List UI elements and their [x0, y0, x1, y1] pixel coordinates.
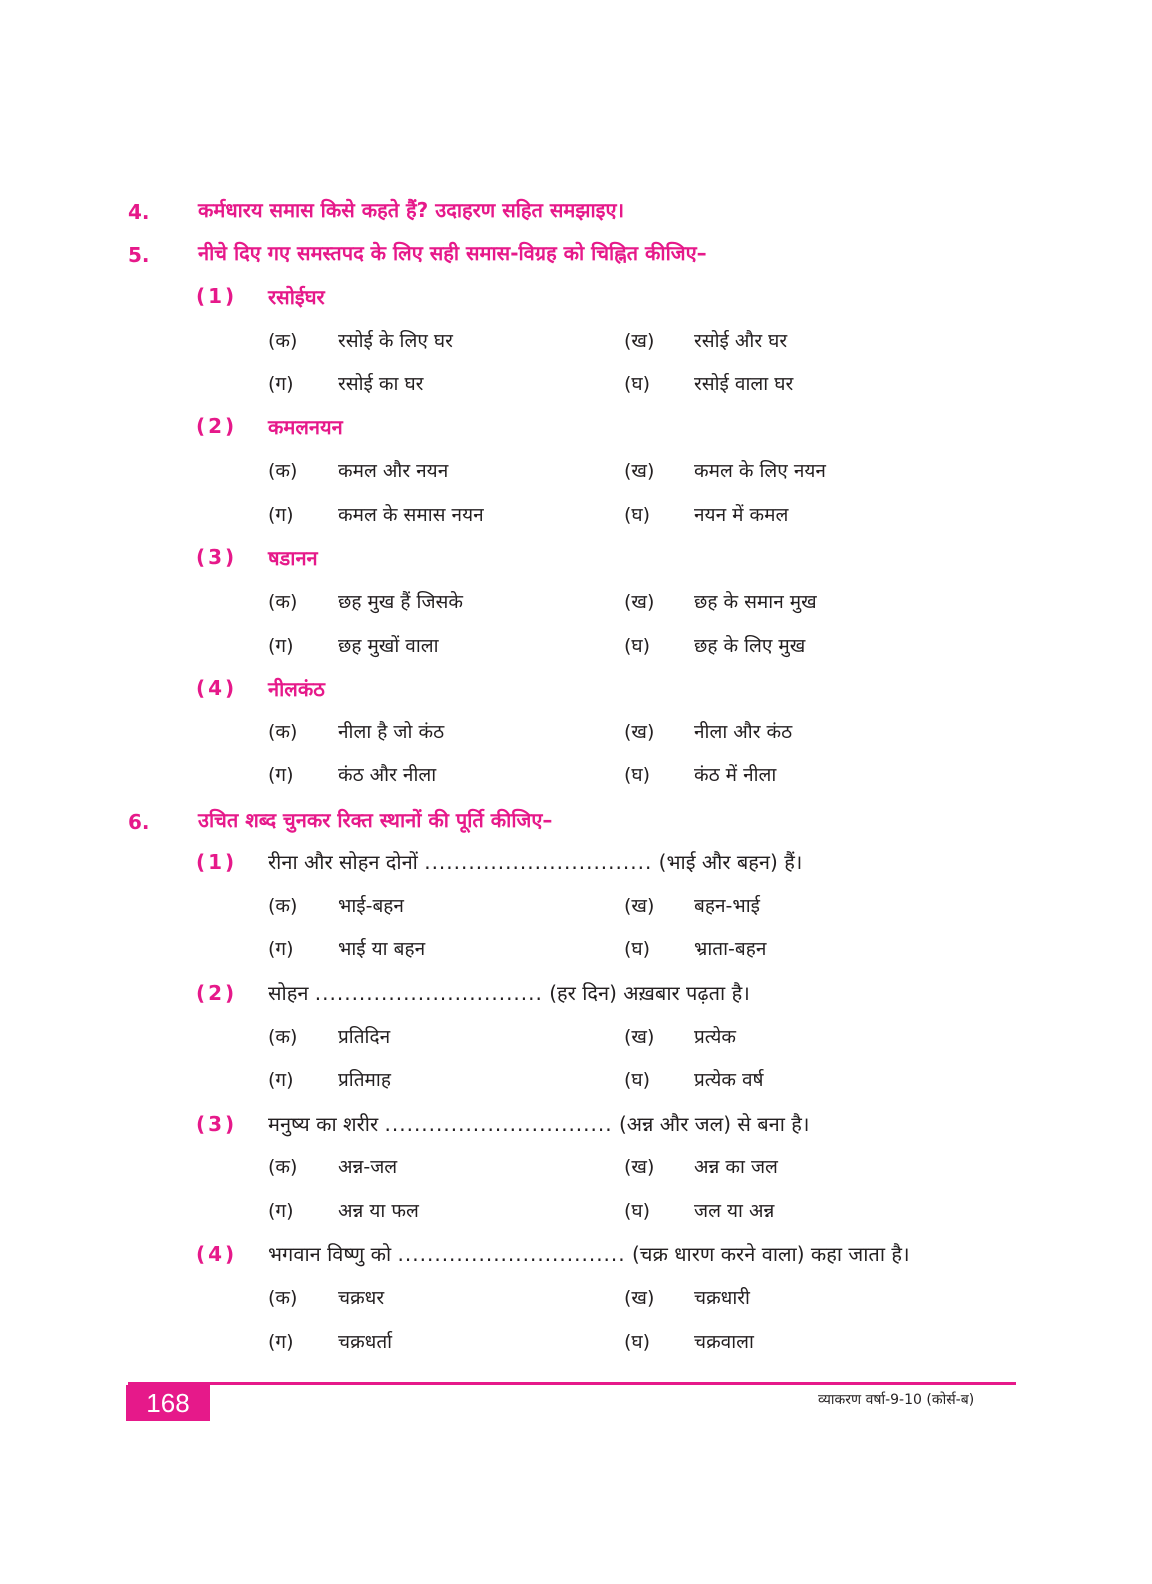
option-label: (ख) — [624, 330, 655, 352]
option-text: जल या अन्न — [694, 1200, 775, 1222]
option-text: छह के लिए मुख — [694, 635, 806, 657]
option-label: (घ) — [624, 1331, 651, 1353]
q5-item-1-word: रसोईघर — [268, 285, 325, 309]
option-text: प्रतिमाह — [338, 1069, 391, 1091]
option-label: (क) — [268, 1156, 298, 1178]
option-label: (ग) — [268, 504, 294, 526]
sentence-end: (अन्न और जल) से बना है। — [612, 1112, 810, 1136]
q5-item-4-word: नीलकंठ — [268, 677, 325, 701]
option-label: (क) — [268, 1026, 298, 1048]
q5-item-4-number: (4) — [196, 676, 238, 700]
option-label: (ख) — [624, 1287, 655, 1309]
option-label: (घ) — [624, 635, 651, 657]
q6-item-2-sentence — [268, 979, 750, 1006]
q5-item-3-word: षडानन — [268, 546, 318, 570]
option-label: (ख) — [624, 1156, 655, 1178]
option-label: (ख) — [624, 460, 655, 482]
question-5-text: नीचे दिए गए समस्तपद के लिए सही समास-विग्रह को चिह्नित कीजिए– — [198, 241, 707, 265]
option-text: नीला और कंठ — [694, 721, 793, 743]
sentence-start: सोहन — [268, 981, 315, 1005]
option-text: चक्रधर — [338, 1287, 385, 1309]
question-5-number: 5. — [128, 243, 150, 267]
option-text: भाई या बहन — [338, 938, 426, 960]
option-text: अन्न-जल — [338, 1156, 398, 1178]
sentence-start: रीना और सोहन दोनों — [268, 850, 425, 874]
sentence-start: मनुष्य का शरीर — [268, 1112, 385, 1136]
option-text: प्रतिदिन — [338, 1026, 391, 1048]
option-text: चक्रधर्ता — [338, 1331, 393, 1353]
option-text: कंठ में नीला — [694, 764, 777, 786]
q6-item-4-number: (4) — [196, 1242, 238, 1266]
q5-item-2-word: कमलनयन — [268, 415, 343, 439]
option-label: (ख) — [624, 591, 655, 613]
sentence-end: (चक्र धारण करने वाला) कहा जाता है। — [625, 1242, 910, 1266]
sentence-start: भगवान विष्णु को — [268, 1242, 398, 1266]
option-text: रसोई वाला घर — [694, 373, 794, 395]
option-text: नीला है जो कंठ — [338, 721, 445, 743]
option-label: (घ) — [624, 764, 651, 786]
option-text: भाई-बहन — [338, 895, 404, 917]
q5-item-3-number: (3) — [196, 545, 238, 569]
option-label: (घ) — [624, 1200, 651, 1222]
option-text: चक्रधारी — [694, 1287, 750, 1309]
option-text: छह मुख हैं जिसके — [338, 591, 463, 613]
option-text: नयन में कमल — [694, 504, 789, 526]
question-6-text: उचित शब्द चुनकर रिक्त स्थानों की पूर्ति कीजिए– — [198, 808, 553, 832]
sentence-end: (हर दिन) अख़बार पढ़ता है। — [542, 981, 750, 1005]
q5-item-1-number: (1) — [196, 284, 238, 308]
option-label: (ग) — [268, 1331, 294, 1353]
option-label: (घ) — [624, 1069, 651, 1091]
option-label: (घ) — [624, 504, 651, 526]
footer-divider — [128, 1382, 1016, 1385]
page-number: 168 — [126, 1385, 210, 1421]
blank-line: ............................... — [314, 981, 543, 1005]
option-text: प्रत्येक वर्ष — [694, 1069, 764, 1091]
option-text: कंठ और नीला — [338, 764, 437, 786]
option-label: (ग) — [268, 373, 294, 395]
q6-item-2-number: (2) — [196, 981, 238, 1005]
q6-item-1-number: (1) — [196, 850, 238, 874]
question-4-number: 4. — [128, 200, 150, 224]
option-text: छह के समान मुख — [694, 591, 817, 613]
option-label: (क) — [268, 330, 298, 352]
option-text: अन्न या फल — [338, 1200, 419, 1222]
option-label: (ख) — [624, 895, 655, 917]
option-label: (क) — [268, 1287, 298, 1309]
option-text: अन्न का जल — [694, 1156, 778, 1178]
option-text: कमल के समास नयन — [338, 504, 484, 526]
option-text: कमल के लिए नयन — [694, 460, 826, 482]
option-text: प्रत्येक — [694, 1026, 736, 1048]
option-label: (घ) — [624, 938, 651, 960]
q6-item-3-number: (3) — [196, 1112, 238, 1136]
q6-item-1-sentence — [268, 848, 802, 875]
option-text: बहन-भाई — [694, 895, 760, 917]
q5-item-2-number: (2) — [196, 414, 238, 438]
option-text: रसोई का घर — [338, 373, 424, 395]
option-text: छह मुखों वाला — [338, 635, 439, 657]
q6-item-3-sentence — [268, 1110, 810, 1137]
option-label: (ग) — [268, 764, 294, 786]
option-text: चक्रवाला — [694, 1331, 754, 1353]
sentence-end: (भाई और बहन) हैं। — [652, 850, 803, 874]
option-label: (ग) — [268, 938, 294, 960]
blank-line: ............................... — [384, 1112, 613, 1136]
blank-line: ............................... — [424, 850, 653, 874]
option-label: (ख) — [624, 721, 655, 743]
option-text: कमल और नयन — [338, 460, 449, 482]
option-label: (क) — [268, 721, 298, 743]
option-label: (क) — [268, 895, 298, 917]
question-6-number: 6. — [128, 810, 150, 834]
option-text: रसोई के लिए घर — [338, 330, 453, 352]
option-text: रसोई और घर — [694, 330, 788, 352]
book-title: व्याकरण वर्षा-9-10 (कोर्स-ब) — [818, 1392, 975, 1408]
blank-line: ............................... — [397, 1242, 626, 1266]
option-label: (घ) — [624, 373, 651, 395]
option-label: (क) — [268, 460, 298, 482]
option-label: (ग) — [268, 635, 294, 657]
option-label: (ख) — [624, 1026, 655, 1048]
question-4-text: कर्मधारय समास किसे कहते हैं? उदाहरण सहित समझाइए। — [198, 198, 625, 222]
option-label: (ग) — [268, 1069, 294, 1091]
option-label: (क) — [268, 591, 298, 613]
option-text: भ्राता-बहन — [694, 938, 767, 960]
option-label: (ग) — [268, 1200, 294, 1222]
q6-item-4-sentence — [268, 1240, 910, 1267]
